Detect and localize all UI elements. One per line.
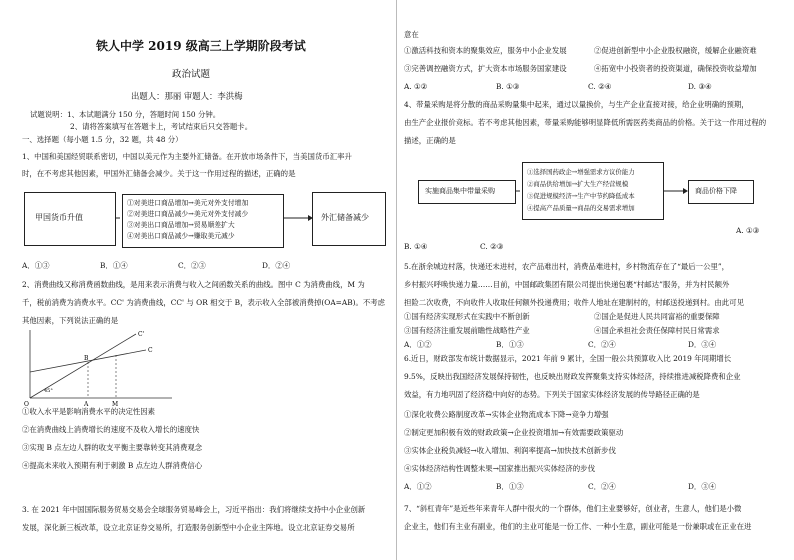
note-2: 2、请将答案填写在答题卡上，考试结束后只交答题卡。 (70, 122, 253, 131)
q2-line-2: 千，税前消费为消费水平。CC' 为消费曲线，CC' 与 OR 相交于 B，表示收入全部被消费掉(OA=AB)。不考虑 (22, 298, 386, 307)
label-o: O (24, 401, 29, 408)
q6-line-3: 效益，有力地巩固了经济稳中向好的态势。下列关于国家实体经济发展的传导路径正确的是 (404, 390, 700, 399)
label-a: A (84, 401, 89, 408)
q3-option-a[interactable]: A. ①② (404, 82, 428, 91)
q3-continued: 意在 (404, 30, 419, 39)
q3-option-c[interactable]: C. ②④ (588, 82, 612, 91)
label-m: M (112, 401, 119, 408)
q6-line-1: 6.近日，财政部发布统计数据显示，2021 年前 9 累计，全国一般公共预算收入比 2019 年同期增长 (404, 354, 732, 363)
q4-option-b[interactable]: B. ①④ (404, 242, 428, 251)
q5-item-3: ③国有经济注重发展前瞻性战略性产业 (404, 326, 530, 335)
q1-arrows (0, 190, 396, 250)
q5-item-2: ②国企是促进人民共同富裕的重要保障 (594, 312, 720, 321)
q4-line-2: 由生产企业报价竞标。若不考虑其他因素，带量采购能够明显降低所需医药类商品的价格。关于这一作用过程的 (404, 118, 767, 127)
q6-option-d[interactable]: D．③④ (688, 482, 717, 491)
q3-item-2: ②促进创新型中小企业股权融资，缓解企业融资难 (594, 46, 757, 55)
q6-item-3: ③实体企业税负减轻→收入增加、利润率提高→加快技术创新步伐 (404, 446, 616, 455)
q2-line-1: 2、消费曲线又称消费函数曲线，是用来表示消费与收入之间函数关系的曲线。图中 C 为消费曲线，M 为 (22, 280, 365, 289)
q5-option-d[interactable]: D．③④ (688, 340, 717, 349)
authors: 出题人：那丽 审题人：李洪梅 (131, 91, 243, 101)
q5-line-2: 乡村振兴呼唤快递力量……目前，中国邮政集团有限公司提出快递包裹“村邮达”服务，并为村民额外 (404, 280, 730, 289)
q4-line-1: 4、带量采购是将分散的商品采购量集中起来，通过以量换价，与生产企业直接对接，给企业明确的预期， (404, 100, 749, 109)
note-1: 试题说明：1、本试题满分 150 分，答题时间 150 分钟。 (30, 110, 221, 119)
q5-line-3: 担险二次收费，不向收件人收取任何额外投递费用；收件人地址在建制村的，村邮送投递到村。由此可见 (404, 298, 744, 307)
q5-item-4: ④国企承担社会责任保障村民日常需求 (594, 326, 720, 335)
q6-option-c[interactable]: C．②④ (588, 482, 616, 491)
label-c: C (148, 347, 153, 354)
q2-item-2: ②在消费曲线上消费增长的速度不及收入增长的速度快 (22, 425, 200, 434)
q4-box-left: 实施商品集中带量采购 (418, 180, 516, 204)
q6-item-4: ④实体经济结构性调整未果→国家推出振兴实体经济的步伐 (404, 464, 595, 473)
q5-option-a[interactable]: A．①② (404, 340, 432, 349)
q3-item-3: ③完善调控融资方式，扩大资本市场服务国家建设 (404, 64, 567, 73)
consumption-graph (24, 328, 174, 408)
q1-line-1: 1、中国和美国经贸联系密切，中国以美元作为主要外汇储备。在开放市场条件下，当美国货币汇率升 (22, 152, 352, 161)
q6-item-2: ②制定更加积极有效的财政政策→企业投资增加→有效需要政策驱动 (404, 428, 624, 437)
q1-option-c[interactable]: C．②③ (178, 261, 206, 270)
q2-item-4: ④提高未来收入预期有利于刺激 B 点左边人群消费信心 (22, 461, 203, 470)
q1-box-right: 外汇储备减少 (312, 192, 386, 246)
q3-item-4: ④拓宽中小投资者的投资渠道，确保投资收益增加 (594, 64, 757, 73)
q5-option-c[interactable]: C．②④ (588, 340, 616, 349)
left-column (0, 0, 396, 560)
q2-item-3: ③实现 B 点左边人群的收支平衡主要靠转变其消费观念 (22, 443, 203, 452)
q1-option-d[interactable]: D．②④ (262, 261, 291, 270)
q3-line-1: 3. 在 2021 年中国国际服务贸易交易会全球服务贸易峰会上，习近平指出：我们将继续支持中小企业创新 (22, 505, 366, 514)
q4-arrows (398, 160, 794, 220)
q5-option-b[interactable]: B．①③ (496, 340, 524, 349)
q4-line-3: 描述，正确的是 (404, 136, 456, 145)
q1-box-mid: ①对美进口商品增加→美元对外支付增加 ②对美进口商品减少→美元对外支付减少 ③对美出口商品增加→贸易顺差扩大 ④对美出口商品减少→赚取美元减少 (122, 194, 284, 248)
q4-box-right: 商品价格下降 (688, 180, 754, 204)
q4-option-c[interactable]: C. ②③ (480, 242, 504, 251)
q3-option-b[interactable]: B. ①③ (496, 82, 520, 91)
q5-item-1: ①国有经济实现形式在实践中不断创新 (404, 312, 530, 321)
q6-item-1: ①深化收费公路制度改革→实体企业物流成本下降→竞争力增强 (404, 410, 609, 419)
q1-box-left: 甲国货币升值 (24, 192, 116, 246)
label-c-prime: C' (138, 331, 145, 338)
q6-line-2: 9.5%，反映出我国经济发展保持韧性，也反映出财政发挥聚集支持实体经济，持续推进减税降费和企业 (404, 372, 741, 381)
exam-title: 铁人中学 2019 级高三上学期阶段考试 (96, 39, 306, 53)
label-45: 45° (44, 388, 53, 394)
q3-line-2: 发展，深化新三板改革，设立北京证券交易所，打造服务创新型中小企业主阵地。设立北京证券交易所 (22, 523, 355, 532)
q3-item-1: ①激活科技和资本的聚集效应，服务中小企业发展 (404, 46, 567, 55)
q1-option-b[interactable]: B．①④ (100, 261, 128, 270)
q5-line-1: 5.在浙余城边村落，快递还未进村，农产品难出村，消费品难进村，乡村物流存在了“最后一公里”， (404, 262, 730, 271)
q6-option-a[interactable]: A．①② (404, 482, 432, 491)
q4-box-mid: ①选择国药政企→增强需求方议价能力 ②商品供给增加→扩大生产经营规模 ③促进规模经济→生产中节约降低成本 ④提高产品质量→商品的交易需求增加 (522, 162, 664, 220)
q1-option-a[interactable]: A．①③ (22, 261, 50, 270)
section-heading: 一、选择题（每小题 1.5 分，32 题，共 48 分） (22, 135, 183, 144)
q4-option-a[interactable]: A. ①③ (736, 226, 760, 235)
q1-line-2: 时，在不考虑其他因素，甲国外汇储备会减少。关于这一作用过程的描述，正确的是 (22, 169, 296, 178)
label-b: B (84, 355, 89, 362)
q3-option-d[interactable]: D. ③④ (688, 82, 712, 91)
q2-item-1: ①收入水平是影响消费水平的决定性因素 (22, 407, 156, 416)
column-divider (396, 0, 397, 560)
right-column (398, 0, 794, 560)
subject-title: 政治试题 (172, 69, 211, 80)
q2-line-3: 其他因素，下列说法正确的是 (22, 316, 119, 325)
q6-option-b[interactable]: B．①③ (496, 482, 524, 491)
q7-line-2: 企业主，他们有主业有副业，他们的主业可能是一份工作、一种小生意，副业可能是一份兼职或在正业在进 (404, 522, 752, 531)
q7-line-1: 7、“斜杠青年”是近些年来青年人群中很火的一个群体，他们主业要够好，创业者，生意人，他们是小微 (404, 504, 742, 513)
